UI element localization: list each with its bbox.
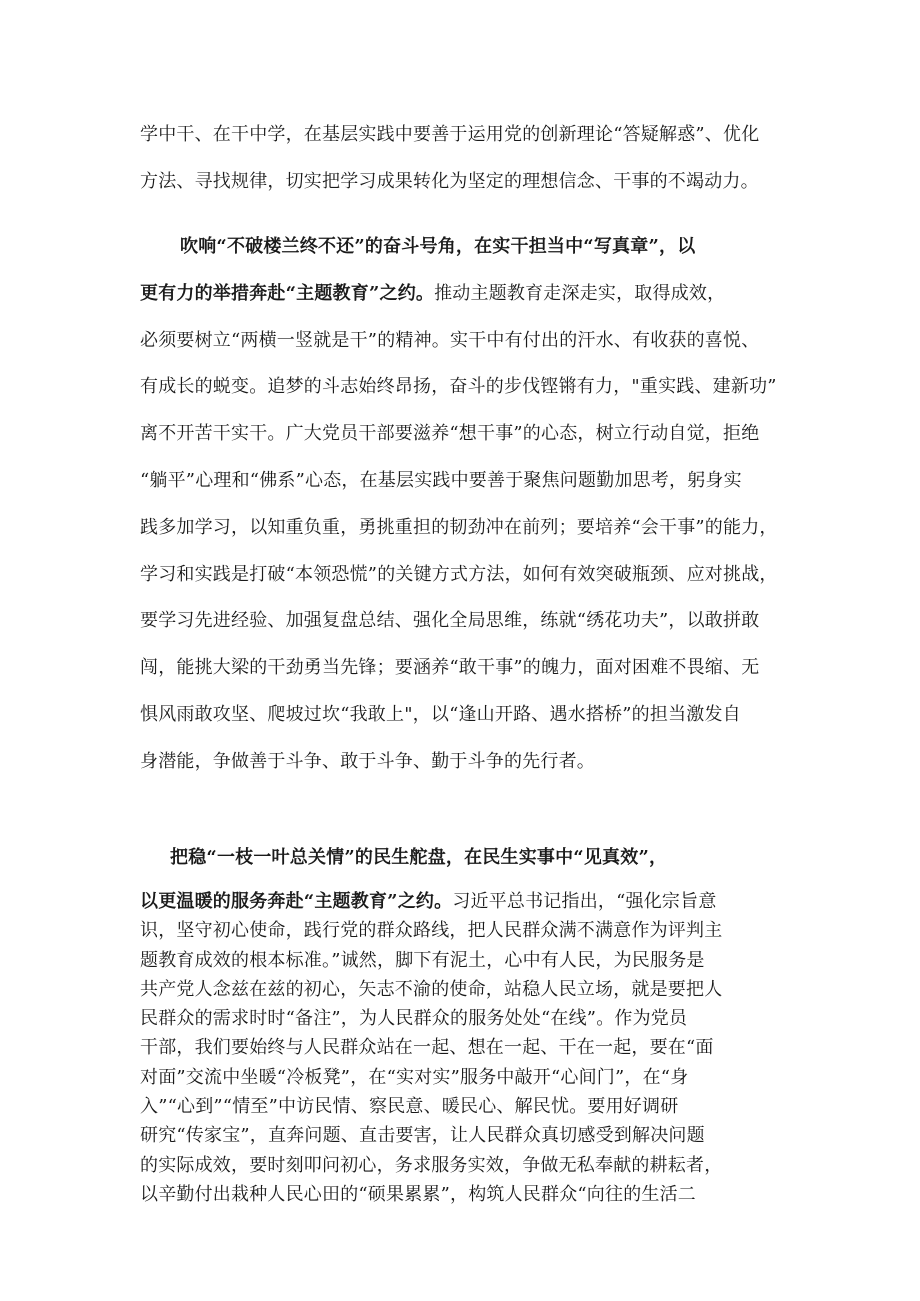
text-line: 要学习先进经验、加强复盘总结、强化全局思维，练就“绣花功夫”，以敢拼敢 (140, 610, 760, 632)
paragraph-lead: 以更温暖的服务奔赴“主题教育”之约。 (140, 891, 453, 912)
paragraph-2 (140, 232, 790, 794)
text-line: 学习和实践是打破“本领恐慌”的关键方式方法，如何有效突破瓶颈、应对挑战， (140, 563, 778, 585)
text-line: 离不开苦干实干。广大党员干部要滋养“想干事”的心态，树立行动自觉，拒绝 (140, 423, 760, 445)
text-line: 身潜能，争做善于斗争、敢于斗争、勤于斗争的先行者。 (140, 750, 595, 772)
text-line: 以辛勤付出栽种人民心田的“硕果累累”，构筑人民群众“向往的生活二 (140, 1183, 697, 1205)
text-line (140, 279, 790, 326)
text-line: 入”“心到”“情至”中访民情、察民意、暖民心、解民忧。要用好调研 (140, 1096, 679, 1118)
text-line: “躺平”心理和“佛系”心态，在基层实践中要善于聚焦问题勤加思考，躬身实 (140, 469, 742, 491)
paragraph-lead: 吹响“不破楼兰终不还”的奋斗号角，在实干担当中“写真章”，以 (180, 236, 696, 257)
text-line: 的实际成效，要时刻叩问初心，务求服务实效，争做无私奉献的耕耘者， (140, 1154, 723, 1176)
text-line (140, 888, 790, 917)
text-line: 民群众的需求时时“备注”，为人民群众的服务处处“在线”。作为党员 (140, 1008, 688, 1030)
paragraph-3 (140, 844, 790, 1210)
text-line: 对面”交流中坐暖“冷板凳”，在“实对实”服务中敲开“心间门”，在“身 (140, 1066, 689, 1088)
text-line: 干部，我们要始终与人民群众站在一起、想在一起、干在一起，要在“面 (140, 1037, 714, 1059)
paragraph-1 (140, 120, 790, 214)
text-line: 惧风雨敢攻坚、爬坡过坎“我敢上"，以“逢山开路、遇水搭桥”的担当激发自 (140, 703, 741, 725)
text-line: 研究“传家宝”，直奔问题、直击要害，让人民群众真切感受到解决问题 (140, 1125, 705, 1147)
text-line: 有成长的蜕变。追梦的斗志始终昂扬，奋斗的步伐铿锵有力，"重实践、建新功” (140, 376, 777, 398)
text-line: 学中干、在干中学，在基层实践中要善于运用党的创新理论“答疑解惑”、优化 (140, 124, 760, 145)
text-line: 共产党人念兹在兹的初心，矢志不渝的使命，站稳人民立场，就是要把人 (140, 978, 723, 1000)
text-line: 践多加学习，以知重负重，勇挑重担的韧劲冲在前列；要培养“会干事”的能力， (140, 516, 778, 538)
text-line: 闯，能挑大梁的干劲勇当先锋；要涵养“敢干事”的魄力，面对困难不畏缩、无 (140, 657, 760, 679)
text-span: 习近平总书记指出，“强化宗旨意 (452, 891, 717, 912)
text-line: 题教育成效的根本标准。”诚然，脚下有泥土，心中有人民，为民服务是 (140, 949, 705, 971)
text-span: 推动主题教育走深走实，取得成效， (434, 282, 726, 304)
text-line: 方法、寻找规律，切实把学习成果转化为坚定的理想信念、干事的不竭动力。 (140, 171, 759, 192)
text-line: 必须要树立“两横一竖就是干”的精神。实干中有付出的汗水、有收获的喜悦、 (140, 329, 760, 351)
text-line: 识，坚守初心使命，践行党的群众路线，把人民群众满不满意作为评判主 (140, 920, 723, 942)
paragraph-lead: 把稳“一枝一叶总关情”的民生舵盘，在民生实事中“见真效”， (170, 847, 668, 868)
paragraph-lead: 更有力的举措奔赴“主题教育”之约。 (140, 282, 435, 304)
